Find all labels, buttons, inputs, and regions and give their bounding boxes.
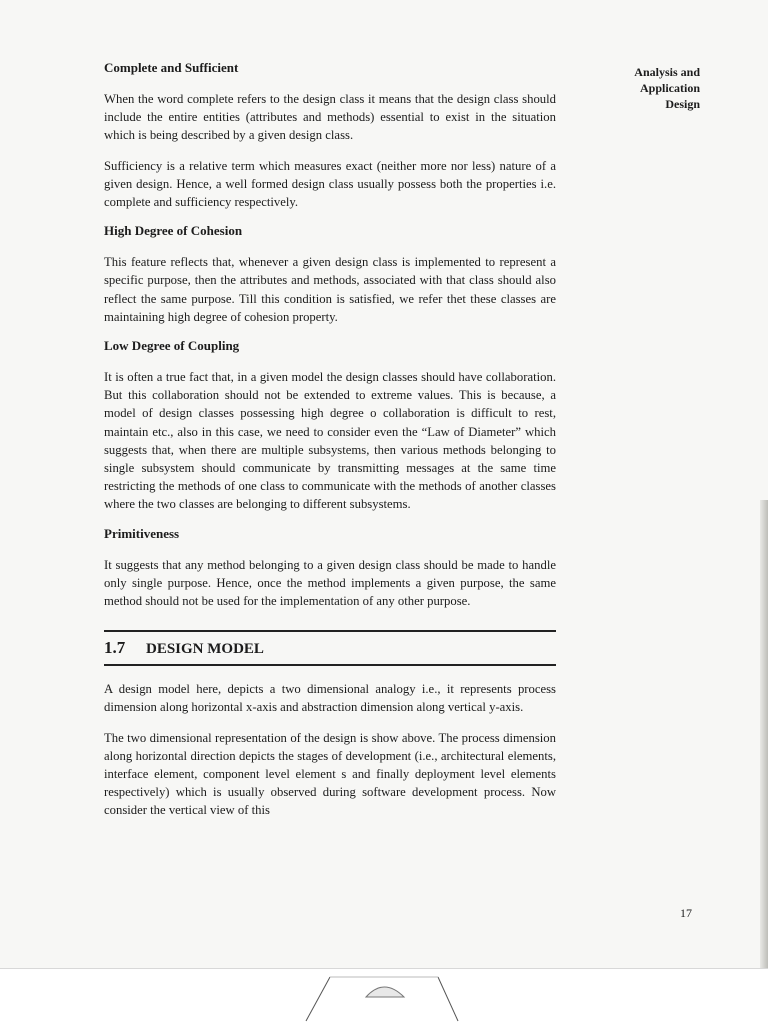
paragraph-sufficiency: Sufficiency is a relative term which measures exact (neither more nor less) nature of a given design. Hence, a well formed design class usually possess both the properties i.e. complete and sufficiency respectively.	[104, 158, 556, 210]
heading-low-coupling: Low Degree of Coupling	[104, 338, 240, 354]
section-title: DESIGN MODEL	[146, 641, 264, 658]
page-number: 17	[680, 906, 692, 920]
section-number: 1.7	[104, 638, 126, 658]
paragraph-primitiveness: It suggests that any method belonging to a given design class should be made to handle only single purpose. Hence, once the method implements a given purpose, the same method should not be used for the implementation of any other purpose.	[104, 557, 556, 609]
paragraph-coupling: It is often a true fact that, in a given model the design classes should have collaboration. But this collaboration should not be extended to extreme values. This is because, a model of design classes possessing high degree o collaboration is difficult to rest, maintain etc., also in this case, we need to consider even the “Law of Diameter” which suggests that, when there are multiple subsystems, then various methods belonging to single subsystem should communicate by transmitting messages at the same time restricting the methods of one class to communicate with the methods of another classes where the two classes are belonging to different subsystems.	[104, 370, 556, 512]
main-text-column	[104, 60, 556, 832]
paragraph-complete: When the word complete refers to the design class it means that the design class should include the entire entities (attributes and methods) essential to exist in the situation which is being described by a given design class.	[104, 92, 556, 143]
side-heading-line-1: Analysis and	[634, 65, 700, 79]
scanner-bottom-strip	[0, 968, 768, 1025]
heading-primitiveness: Primitiveness	[104, 525, 180, 541]
paragraph-design-model-2: The two dimensional representation of the design is show above. The process dimension along horizontal direction depicts the stages of development (i.e., architectural elements, interface element, component level element s and finally deployment level elements respectively) which is usually observed during software development process. Now consider the vertical view of this	[104, 730, 556, 818]
page-edge-shadow	[760, 500, 768, 1024]
side-heading-line-2: Application	[639, 81, 700, 95]
heading-high-cohesion: High Degree of Cohesion	[104, 223, 243, 239]
binding-mark-graphic	[0, 969, 768, 1025]
heading-complete-sufficient: Complete and Sufficient	[104, 60, 239, 75]
paragraph-design-model-1: A design model here, depicts a two dimensional analogy i.e., it represents process dimension along horizontal x-axis and abstraction dimension along vertical y-axis.	[104, 682, 556, 715]
paragraph-cohesion: This feature reflects that, whenever a given design class is implemented to represent a specific purpose, then the attributes and methods, associated with that class should also reflect the same purpose. Till this condition is satisfied, we refer thet these classes are maintaining high degree of cohesion property.	[104, 255, 556, 324]
section-heading-design-model	[104, 630, 556, 666]
side-heading-line-3: Design	[665, 97, 700, 111]
side-heading	[608, 64, 700, 112]
